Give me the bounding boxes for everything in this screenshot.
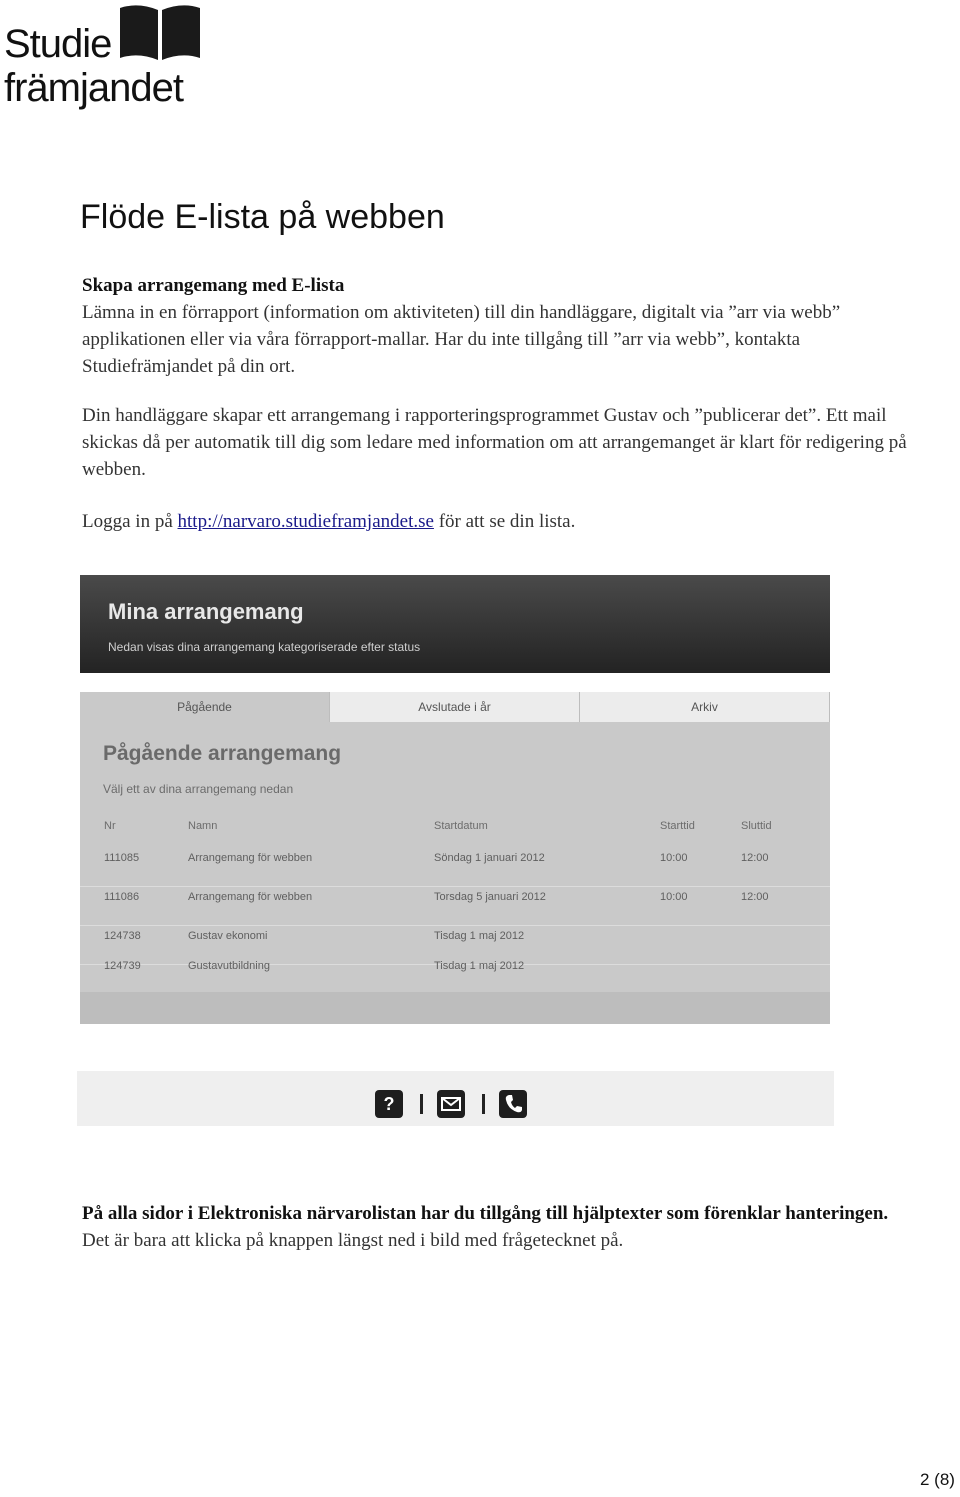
tab-avslutade[interactable]: Avslutade i år	[330, 692, 580, 722]
row-starttid: 10:00	[660, 852, 688, 864]
row-namn: Gustavutbildning	[188, 960, 270, 972]
status-tabs	[80, 692, 830, 722]
table-row[interactable]	[80, 848, 830, 887]
row-startdatum: Tisdag 1 maj 2012	[434, 930, 525, 942]
column-header-starttid: Starttid	[660, 820, 695, 832]
row-nr: 111086	[104, 891, 140, 903]
tab-arkiv[interactable]: Arkiv	[580, 692, 830, 722]
header-title: Mina arrangemang	[108, 599, 304, 624]
intro-paragraph	[82, 272, 932, 380]
row-namn: Arrangemang för webben	[188, 852, 313, 864]
row-namn: Gustav ekonomi	[188, 930, 268, 942]
row-nr: 111085	[104, 852, 140, 864]
tab-pagaende[interactable]: Pågående	[80, 692, 330, 722]
icon-separator	[420, 1094, 423, 1114]
intro-text: Lämna in en förrapport (information om aktiviteten) till din handläggare, digitalt via ”arr via webb” applikationen eller via våra förrapport-mallar. Har du inte tillgång till ”arr via webb”, kontakta Studiefrämjandet på din ort.	[82, 302, 841, 377]
row-startdatum: Torsdag 5 januari 2012	[434, 891, 546, 903]
handlaggare-paragraph: Din handläggare skapar ett arrangemang i rapporteringsprogrammet Gustav och ”publicerar det”. Ett mail skickas då per automatik till dig som ledare med information om att arrangemanget är klart för redigering på webben.	[82, 405, 907, 480]
table-row[interactable]	[80, 956, 830, 994]
row-startdatum: Tisdag 1 maj 2012	[434, 960, 525, 972]
column-header-namn: Namn	[188, 820, 218, 832]
column-header-sluttid: Sluttid	[741, 820, 772, 832]
help-bold-text: På alla sidor i Elektroniska närvarolistan har du tillgång till hjälptexter som förenklar hanteringen.	[82, 1203, 889, 1224]
header-subtitle: Nedan visas dina arrangemang kategoriserade efter status	[108, 640, 421, 654]
section-title: Pågående arrangemang	[103, 742, 342, 765]
logo-line-2: främjandet	[4, 66, 183, 110]
book-icon	[116, 2, 204, 62]
intro-heading: Skapa arrangemang med E-lista	[82, 275, 345, 296]
phone-icon[interactable]	[499, 1090, 527, 1118]
mina-arrangemang-header	[80, 575, 830, 673]
studiefrämjandet-logo	[4, 0, 204, 120]
login-paragraph	[82, 508, 932, 535]
narvaro-link[interactable]: http://narvaro.studieframjandet.se	[177, 511, 434, 532]
login-text-before: Logga in på	[82, 511, 178, 532]
help-icon[interactable]: ?	[375, 1090, 403, 1118]
row-nr: 124738	[104, 930, 141, 942]
page-number: 2 (8)	[920, 1470, 955, 1489]
section-subtitle: Välj ett av dina arrangemang nedan	[103, 782, 294, 796]
panel-footer-strip	[80, 992, 830, 1024]
logo-line-1: Studie	[4, 22, 112, 66]
row-sluttid: 12:00	[741, 891, 769, 903]
login-text-after: för att se din lista.	[433, 511, 576, 532]
arrangemang-panel	[80, 692, 830, 1024]
table-row[interactable]	[80, 887, 830, 926]
row-starttid: 10:00	[660, 891, 688, 903]
row-nr: 124739	[104, 960, 141, 972]
column-header-nr: Nr	[104, 820, 116, 832]
icon-separator	[482, 1094, 485, 1114]
table-header	[80, 816, 830, 836]
mail-icon[interactable]	[437, 1090, 465, 1118]
help-paragraph	[82, 1200, 932, 1254]
row-namn: Arrangemang för webben	[188, 891, 313, 903]
page-title: Flöde E-lista på webben	[80, 198, 445, 236]
column-header-startdatum: Startdatum	[434, 820, 488, 832]
help-text: Det är bara att klicka på knappen längst ned i bild med frågetecknet på.	[82, 1230, 624, 1251]
row-sluttid: 12:00	[741, 852, 769, 864]
help-icon-bar	[77, 1071, 834, 1126]
row-startdatum: Söndag 1 januari 2012	[434, 852, 545, 864]
